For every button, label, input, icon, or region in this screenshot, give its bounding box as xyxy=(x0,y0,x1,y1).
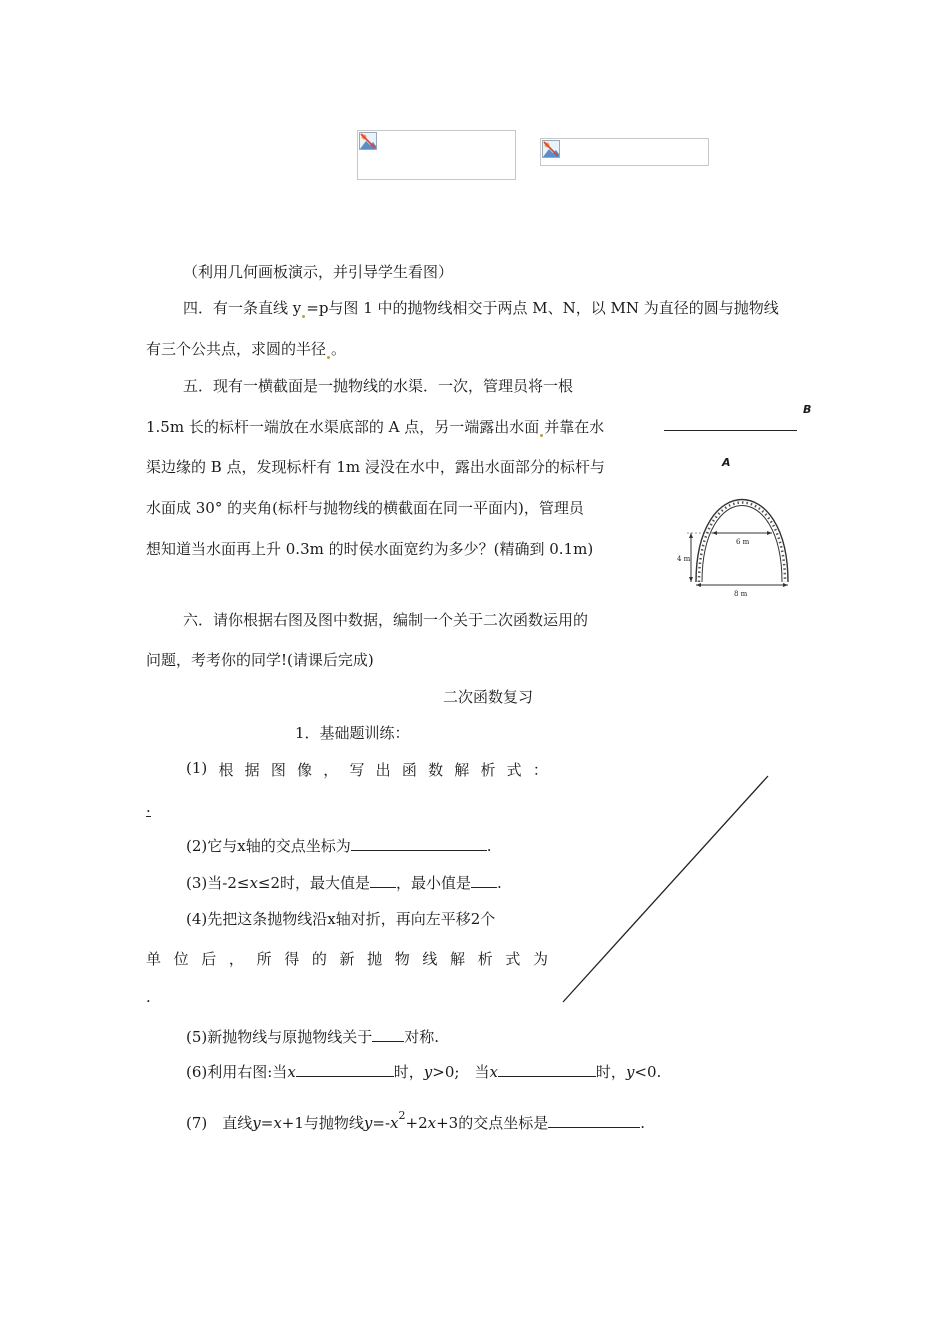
broken-image-icon xyxy=(359,132,377,150)
water-surface-line xyxy=(664,430,797,431)
q5-line-3: 渠边缘的 B 点，发现标杆有 1m 浸没在水中，露出水面部分的标杆与 xyxy=(146,458,605,476)
q5-line-2: 1.5m 长的标杆一端放在水渠底部的 A 点，另一端露出水面 并靠在水 xyxy=(146,418,605,436)
diagonal-line xyxy=(563,776,768,1002)
item-5-blank[interactable] xyxy=(372,1027,404,1042)
label-a: A xyxy=(722,456,731,469)
item-3: (3)当-2≤x≤2时，最大值是 ，最小值是 . xyxy=(186,874,502,892)
item-2-blank[interactable] xyxy=(351,836,487,851)
label-height: 4 m xyxy=(677,555,691,563)
item-1: (1) 根 据 图 像 ， 写 出 函 数 解 析 式 ： xyxy=(186,759,548,779)
item-6: (6)利用右图:当x 时，y>0; 当x 时，y<0. xyxy=(186,1063,662,1081)
item-1-answer-blank[interactable]: . xyxy=(146,798,151,816)
arch-figure xyxy=(676,482,806,600)
item-4-line-1: (4)先把这条抛物线沿x轴对折，再向左平移2个 xyxy=(186,910,496,928)
q4-prefix: 四．有一条直线 y xyxy=(183,299,302,317)
item-7: (7) 直线y=x+1与抛物线$y=-x^2+2x+3$的交点坐标是 . xyxy=(186,1109,645,1132)
item-4-answer-end: . xyxy=(146,988,151,1006)
section-1-heading: 1．基础题训练： xyxy=(295,724,410,742)
diagonal-line-figure xyxy=(560,774,772,1004)
mark-dot xyxy=(540,434,543,437)
q6-line-2: 问题，考考你的同学!(请课后完成) xyxy=(146,651,374,669)
item-3-min-blank[interactable] xyxy=(471,873,497,888)
q5-line-5: 想知道当水面再上升 0.3m 的时侯水面宽约为多少？(精确到 0.1m) xyxy=(146,540,594,558)
item-4-line-2: 单 位 后 ， 所 得 的 新 抛 物 线 解 析 式 为 xyxy=(146,950,548,968)
item-2: (2)它与x轴的交点坐标为 . xyxy=(186,837,492,855)
item-6-blank-1[interactable] xyxy=(296,1062,394,1077)
q6-line-1: 六．请你根据右图及图中数据，编制一个关于二次函数运用的 xyxy=(183,611,589,629)
mark-dot xyxy=(302,315,305,318)
label-top-width: 6 m xyxy=(736,538,750,546)
review-title: 二次函数复习 xyxy=(443,688,534,706)
image-placeholder-2 xyxy=(540,138,709,166)
item-3-max-blank[interactable] xyxy=(370,873,396,888)
label-base-width: 8 m xyxy=(734,590,748,598)
q4-rest: 与图 1 中的抛物线相交于两点 M、N，以 MN 为直径的圆与抛物线 xyxy=(328,299,779,317)
item-5: (5)新抛物线与原抛物线关于 对称. xyxy=(186,1028,440,1046)
q4-eq: =p xyxy=(306,299,329,317)
q5-line-4: 水面成 30° 的夹角(标杆与抛物线的横截面在同一平面内)，管理员 xyxy=(146,499,584,517)
demo-note: （利用几何画板演示，并引导学生看图） xyxy=(183,263,454,281)
mark-dot xyxy=(327,356,330,359)
image-placeholder-1 xyxy=(357,130,516,180)
broken-image-icon xyxy=(542,140,560,158)
label-b: B xyxy=(803,403,812,416)
item-7-blank[interactable] xyxy=(548,1113,640,1128)
q5-line-1: 五．现有一横截面是一抛物线的水渠．一次，管理员将一根 xyxy=(183,377,574,395)
q4-line-2: 有三个公共点，求圆的半径 。 xyxy=(146,340,347,358)
q4-line-1 xyxy=(183,297,779,318)
item-6-blank-2[interactable] xyxy=(498,1062,596,1077)
